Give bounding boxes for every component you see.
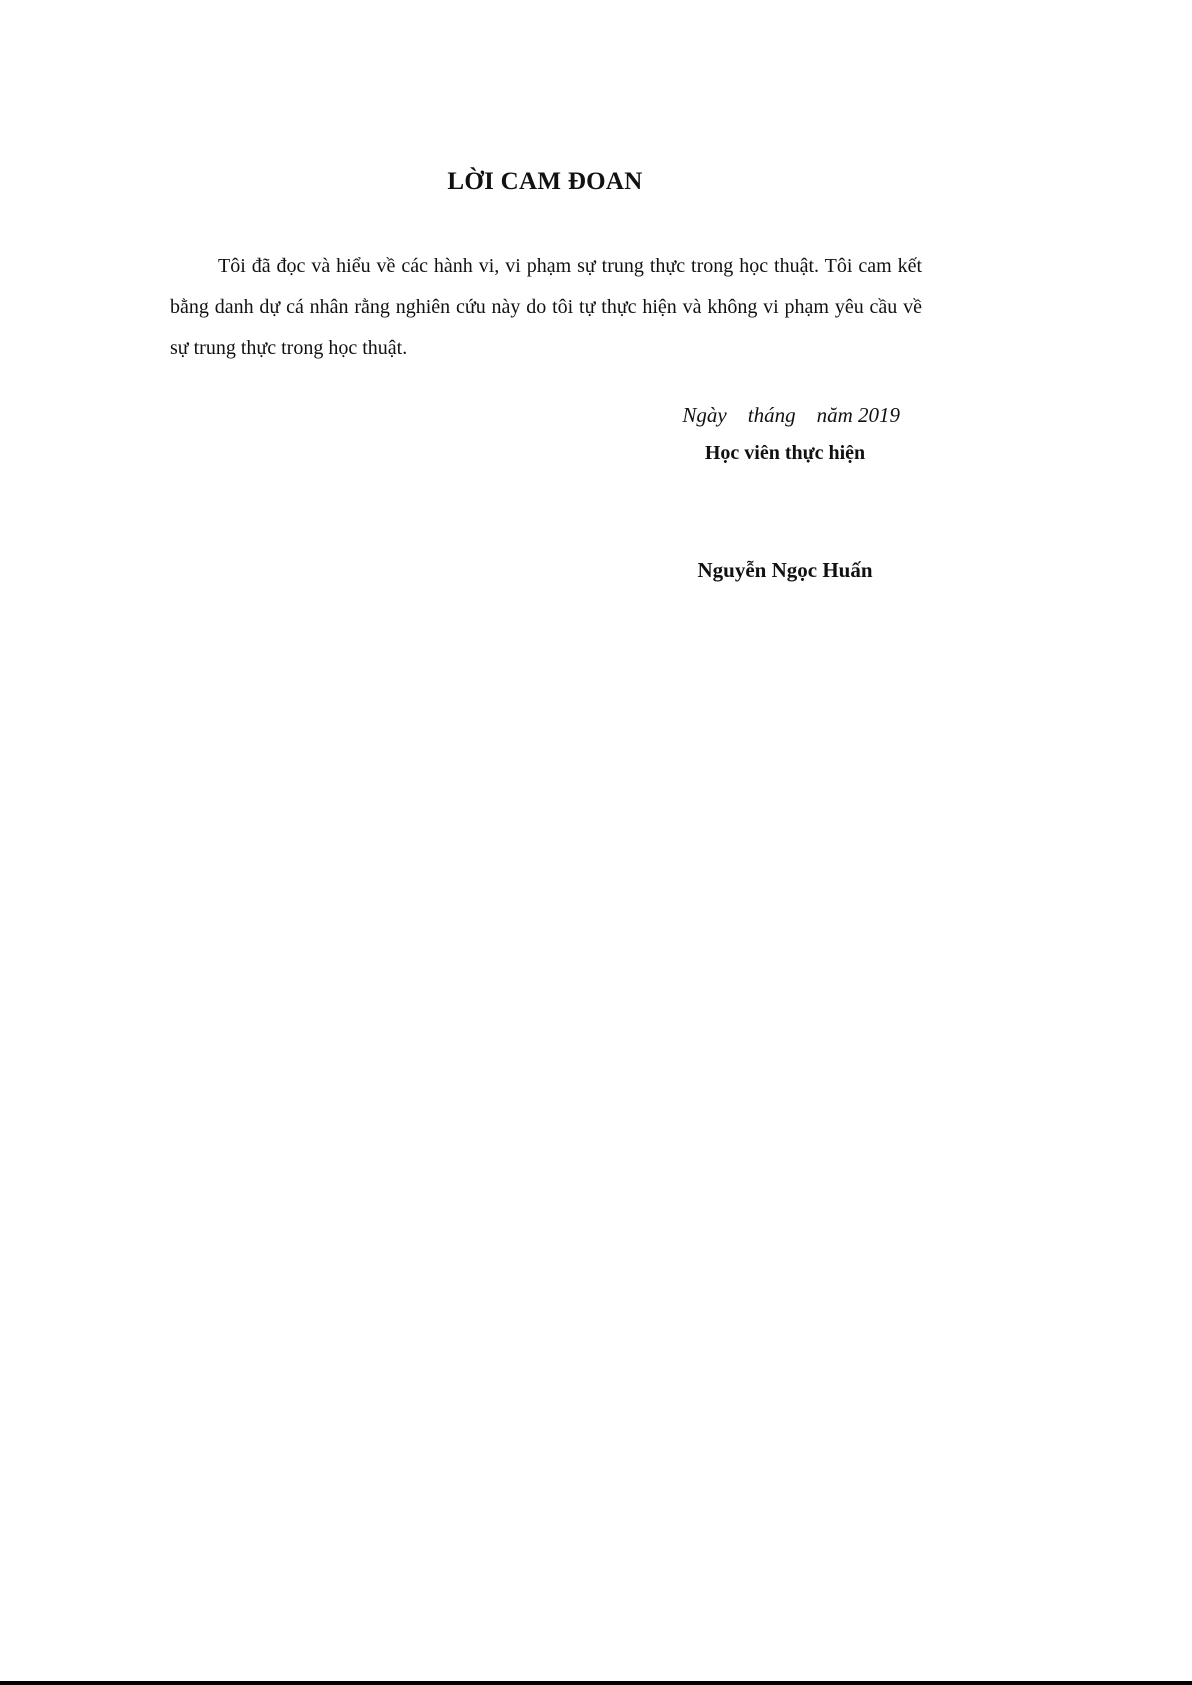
page-title: LỜI CAM ĐOAN — [447, 168, 643, 195]
date-line: Ngày tháng năm 2019 — [682, 403, 900, 427]
page-bottom-border — [0, 1681, 1192, 1685]
signer-name: Nguyễn Ngọc Huấn — [697, 558, 873, 582]
signature-role: Học viên thực hiện — [704, 442, 866, 464]
declaration-paragraph: Tôi đã đọc và hiểu về các hành vi, vi phạm sự trung thực trong học thuật. Tôi cam kết bằng danh dự cá nhân rằng nghiên cứu này do tôi tự thực hiện và không vi phạm yêu cầu về sự trung thực trong học thuật. — [170, 255, 922, 359]
